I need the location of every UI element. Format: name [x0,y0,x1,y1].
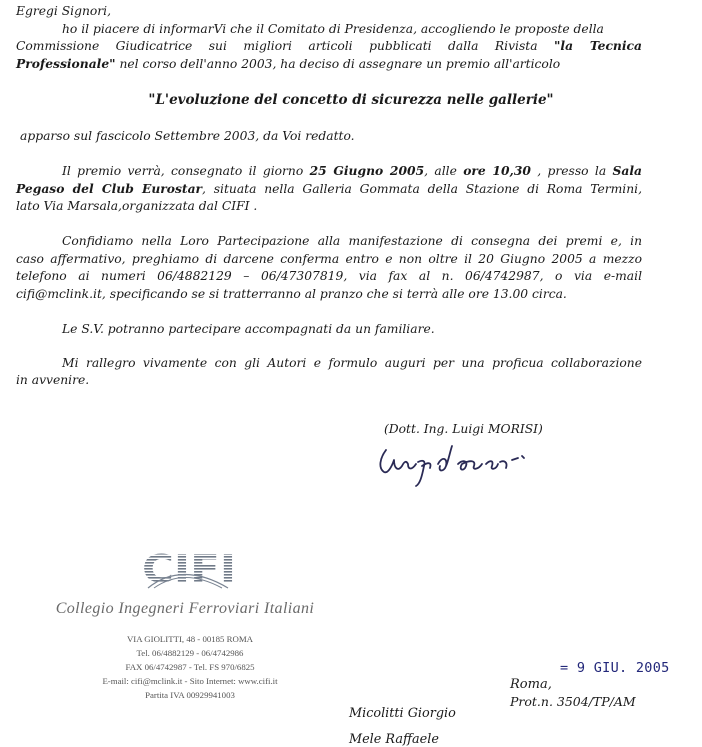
text-run: in avvenire. [16,373,90,387]
text-run: cifi@mclink.it, specificando se si tratterranno al pranzo che si terrà alle ore 13.00 circa. [16,287,567,301]
text-run: Commissione Giudicatrice sui migliori articoli pubblicati dalla Rivista [16,39,554,53]
p5-line [62,354,642,372]
p3-line [16,267,642,285]
p2-line [16,180,642,198]
published-line: apparso sul fascicolo Settembre 2003, da Voi redatto. [20,129,355,143]
text-run: Sala [612,163,642,178]
text-run: "la Tecnica [554,38,642,53]
p1-line [16,55,676,73]
text-run: lato Via Marsala,organizzata dal CIFI . [16,199,258,213]
signatory-name: (Dott. Ing. Luigi MORISI) [384,422,543,436]
p1-line [16,37,642,55]
p5-line [16,371,676,389]
address-line: FAX 06/4742987 - Tel. FS 970/6825 [125,662,255,672]
text-run: ho il piacere di informarVi che il Comitato di Presidenza, accogliendo le proposte della [62,22,604,36]
place-label: Roma, [510,677,552,692]
cifi-logo [140,544,240,594]
p2-line [16,197,676,215]
recipient-name: Micolitti Giorgio [349,706,456,721]
handwritten-signature [372,436,562,491]
text-run: 25 Giugno 2005 [309,163,425,178]
text-run: Pegaso del Club Eurostar [16,181,203,196]
text-run: caso affermativo, preghiamo di darcene conferma entro e non oltre il 20 Giugno 2005 a mezzo [16,252,642,266]
text-run: , presso la [530,164,613,178]
address-line: VIA GIOLITTI, 48 - 00185 ROMA [126,634,254,644]
logo-text: CIFI [142,547,236,590]
p3-line [16,250,642,268]
text-run: ore 10,30 [463,163,531,178]
article-title: "L'evoluzione del concetto di sicurezza nelle gallerie" [148,92,554,108]
address-line: E-mail: cifi@mclink.it - Sito Internet: www.cifi.it [102,676,278,686]
college-name: Collegio Ingegneri Ferroviari Italiani [55,600,315,617]
text-run: Professionale" [16,56,116,71]
text-run: Confidiamo nella Loro Partecipazione alla manifestazione di consegna dei premi e, in [62,234,642,248]
address-line: Tel. 06/4882129 - 06/4742986 [136,648,244,658]
paragraph-family: Le S.V. potranno partecipare accompagnati da un familiare. [62,322,435,336]
p1-line [62,20,642,38]
recipient-name: Mele Raffaele [349,732,439,747]
text-run: , situata nella Galleria Gommata della Stazione di Roma Termini, [202,182,642,196]
text-run: nel corso dell'anno 2003, ha deciso di assegnare un premio all'articolo [115,57,561,71]
letter-salutation: Egregi Signori, [16,4,111,18]
text-run: , alle [424,164,464,178]
p3-line [16,285,676,303]
protocol-number: Prot.n. 3504/TP/AM [510,694,636,709]
p2-line [62,162,642,180]
text-run: Mi rallegro vivamente con gli Autori e formulo auguri per una proficua collaborazione [62,356,642,370]
p3-line [62,232,642,250]
text-run: Il premio verrà, consegnato il giorno [62,164,310,178]
address-line: Partita IVA 00929941003 [145,690,235,700]
date-stamp: = 9 GIU. 2005 [560,660,670,676]
text-run: telefono ai numeri 06/4882129 – 06/47307819, via fax al n. 06/4742987, o via e-mail [16,269,642,283]
